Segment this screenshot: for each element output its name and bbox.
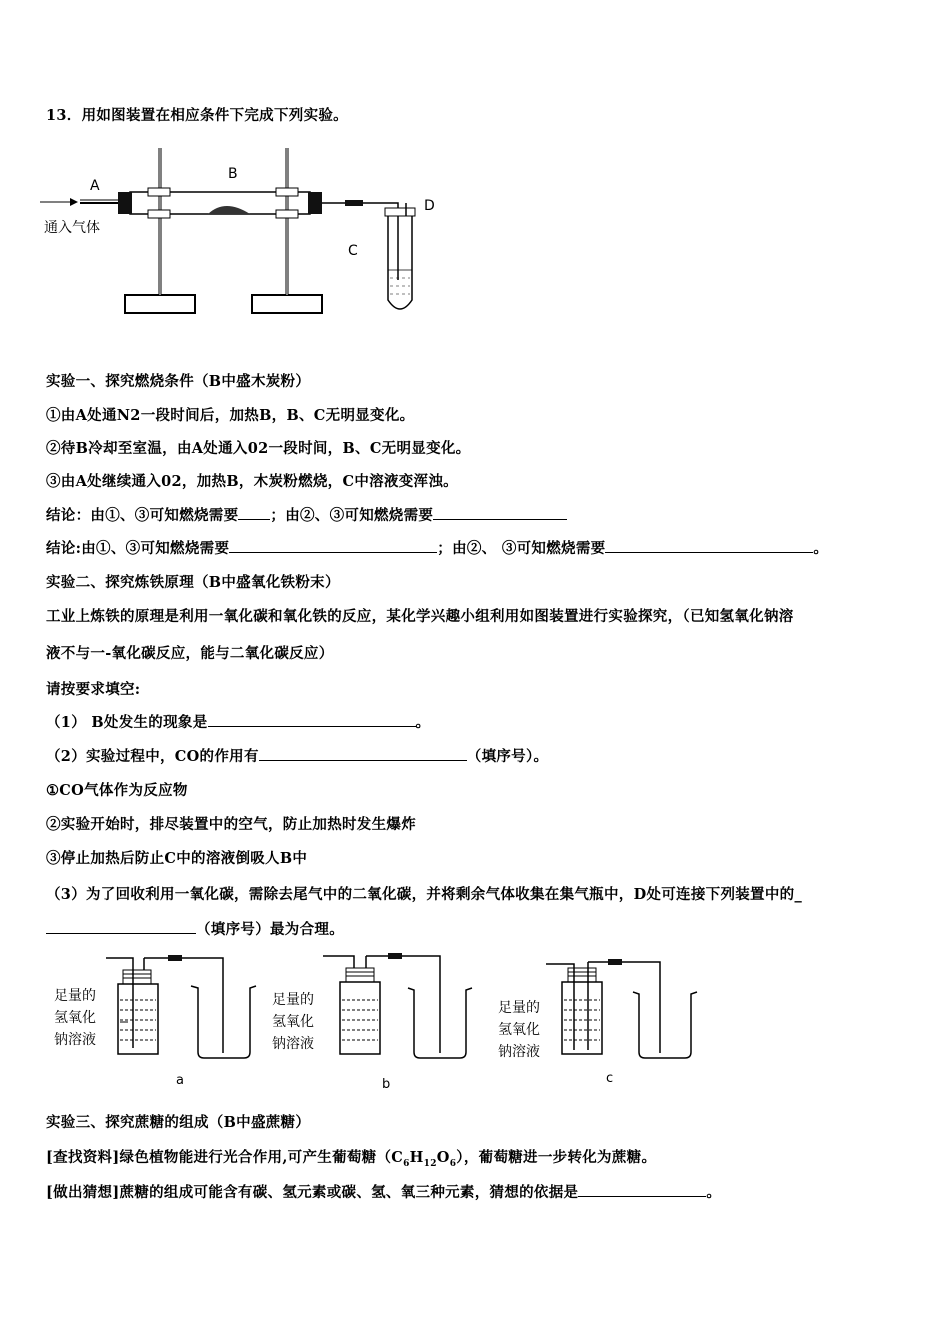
label-a: A — [90, 178, 100, 194]
formula-sub-o: 6 — [449, 1158, 457, 1169]
exp1-step1: ①由A处通N2一段时间后，加热B，B、C无明显变化。 — [46, 407, 415, 424]
option-2: ②实验开始时，排尽装置中的空气，防止加热时发生爆炸 — [46, 816, 416, 833]
exp2-question3-line1: （3）为了回收利用一氧化碳，需除去尾气中的二氧化碳，并将剩余气体收集在集气瓶中，D处可连接下列装置中的_ — [46, 886, 803, 903]
exp1-conclusion1-part-a: 结论：由①、③可知燃烧需要 — [46, 507, 239, 524]
q2-end: （填序号）。 — [466, 748, 549, 765]
exp3-guess — [46, 1181, 721, 1202]
option-c-apparatus — [546, 959, 697, 1086]
exp2-intro-line2: 液不与一-氧化碳反应，能与二氧化碳反应） — [46, 645, 334, 662]
exp1-conclusion1 — [46, 504, 567, 525]
reagent-label-b-line2: 氢氧化 — [272, 1014, 314, 1030]
exp3-heading: 实验三、探究蔗糖的组成（B中盛蔗糖） — [46, 1114, 311, 1131]
exp1-step3: ③由A处继续通入02，加热B，木炭粉燃烧，C中溶液变浑浊。 — [46, 473, 458, 490]
formula-sub-c: 6 — [403, 1158, 410, 1169]
answer-blank[interactable] — [433, 505, 567, 520]
option-a-apparatus — [106, 955, 256, 1088]
reagent-label-c-line2: 氢氧化 — [498, 1022, 540, 1038]
answer-blank[interactable] — [238, 505, 270, 520]
answer-blank[interactable] — [578, 1182, 706, 1197]
exp1-conclusion2 — [46, 537, 828, 558]
exp1-conclusion2-part-c: 。 — [813, 540, 829, 557]
right-stopper — [308, 192, 322, 214]
exp1-conclusion2-part-a: 结论:由①、③可知燃烧需要 — [46, 540, 230, 557]
answer-blank[interactable] — [208, 712, 416, 727]
exp1-heading: 实验一、探究燃烧条件（B中盛木炭粉） — [46, 373, 311, 390]
question-title: 13．用如图装置在相应条件下完成下列实验。 — [46, 107, 348, 124]
info-text-b: ），葡萄糖进一步转化为蔗糖。 — [456, 1149, 657, 1166]
exp2-heading: 实验二、探究炼铁原理（B中盛氧化铁粉末） — [46, 574, 340, 591]
option-b-label: b — [382, 1077, 391, 1092]
q1-end: 。 — [415, 714, 431, 731]
right-stand-base — [252, 295, 322, 313]
exp2-intro-line1: 工业上炼铁的原理是利用一氧化碳和氧化铁的反应，某化学兴趣小组利用如图装置进行实验探究，（已知氢氧化钠溶 — [46, 608, 794, 625]
formula-sub-h: 12 — [423, 1158, 437, 1169]
test-tube-c — [388, 216, 412, 309]
powder-sample — [208, 206, 250, 214]
exp2-question3-line2 — [46, 918, 344, 939]
exp2-prompt: 请按要求填空: — [46, 681, 141, 698]
option-c-label: c — [606, 1071, 614, 1086]
q3-end: （填序号）最为合理。 — [196, 921, 344, 938]
info-text-a: [查找资料]绿色植物能进行光合作用,可产生葡萄糖（C — [46, 1149, 404, 1166]
gas-washing-options-diagram — [48, 948, 708, 1093]
option-b-apparatus — [323, 953, 472, 1092]
label-b: B — [228, 166, 238, 182]
reagent-label-c-line1: 足量的 — [498, 1000, 540, 1016]
q2-text: （2）实验过程中，CO的作用有 — [46, 748, 259, 765]
formula-o: O — [436, 1149, 450, 1166]
answer-blank[interactable] — [46, 919, 196, 934]
answer-blank[interactable] — [259, 746, 467, 761]
reagent-label-a-line2: 氢氧化 — [54, 1010, 96, 1026]
option-a-label: a — [176, 1073, 184, 1088]
left-stand-base — [125, 295, 195, 313]
exp1-conclusion2-part-b: ；由②、 ③可知燃烧需要 — [437, 540, 606, 557]
reagent-label-c-line3: 钠溶液 — [498, 1044, 540, 1060]
combustion-apparatus-diagram — [40, 140, 460, 320]
left-stopper — [118, 192, 132, 214]
exp3-info — [46, 1146, 656, 1169]
guess-text: [做出猜想]蔗糖的组成可能含有碳、氢元素或碳、氢、氧三种元素，猜想的依据是 — [46, 1184, 579, 1201]
option-1: ①CO气体作为反应物 — [46, 782, 188, 799]
answer-blank[interactable] — [605, 538, 813, 553]
exp2-question2 — [46, 745, 548, 766]
reagent-label-b-line3: 钠溶液 — [272, 1036, 314, 1052]
option-3: ③停止加热后防止C中的溶液倒吸人B中 — [46, 850, 308, 867]
reagent-label-a-line3: 钠溶液 — [54, 1032, 96, 1048]
exp1-step2: ②待B冷却至室温，由A处通入02一段时间，B、C无明显变化。 — [46, 440, 471, 457]
q1-text: （1） B处发生的现象是 — [46, 714, 208, 731]
exp1-conclusion1-part-b: ；由②、③可知燃烧需要 — [270, 507, 434, 524]
reagent-label-b-line1: 足量的 — [272, 992, 314, 1008]
exp2-question1 — [46, 711, 430, 732]
label-c: C — [348, 243, 358, 259]
label-d: D — [424, 198, 435, 214]
reagent-label-a-line1: 足量的 — [54, 988, 96, 1004]
formula-h: H — [409, 1149, 424, 1166]
gas-inlet-label: 通入气体 — [44, 220, 100, 236]
guess-end: 。 — [706, 1184, 722, 1201]
answer-blank[interactable] — [229, 538, 437, 553]
